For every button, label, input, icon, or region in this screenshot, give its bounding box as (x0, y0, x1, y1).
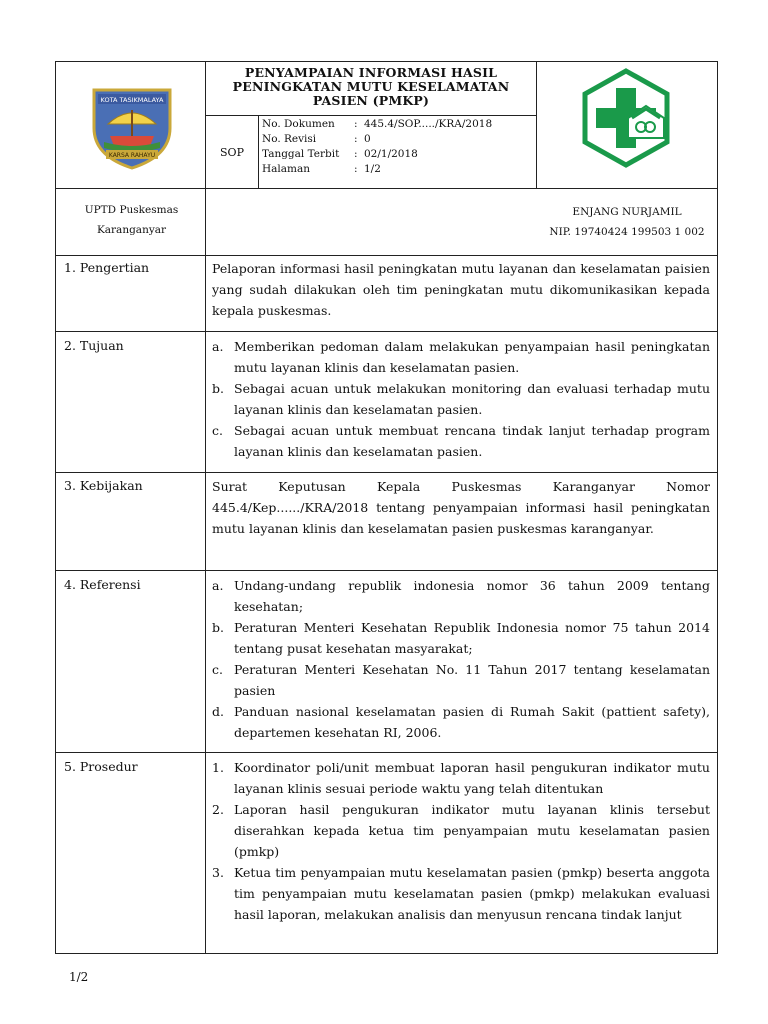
signer-nip: NIP. 19740424 199503 1 002 (549, 226, 705, 238)
list-item (212, 336, 710, 378)
list-item (212, 862, 710, 925)
meta-sep: : (354, 133, 358, 145)
meta-row-issue-date (262, 148, 418, 161)
section-text-kebijakan: Surat Keputusan Kepala Puskesmas Karanganyar Nomor 445.4/Kep....../KRA/2018 tentang penyampaian informasi hasil peningkatan mutu layanan klinis dan keselamatan pasien puskesmas karanganyar. (212, 479, 710, 536)
signer-block (538, 202, 716, 242)
meta-key: No. Revisi (262, 133, 317, 145)
column-divider (205, 61, 206, 954)
list-item-text: Undang-undang republik indonesia nomor 36 tahun 2009 tentang kesehatan; (234, 578, 710, 614)
section-label-kebijakan: 3. Kebijakan (64, 478, 143, 493)
list-item-text: Memberikan pedoman dalam melakukan penyampaian hasil peningkatan mutu layanan klinis dan keselamatan pasien. (234, 339, 710, 375)
list-marker: 2. (212, 802, 224, 817)
city-emblem-logo (90, 84, 174, 170)
section-label-tujuan: 2. Tujuan (64, 338, 124, 353)
list-marker: 1. (212, 760, 224, 775)
list-item-text: Ketua tim penyampaian mutu keselamatan pasien (pmkp) beserta anggota tim penyampaian mutu keselamatan pasien (pmkp) melakukan evaluasi hasil laporan, melakukan analisis dan menyusun rencana tindak lanjut (234, 865, 710, 922)
sop-divider (258, 115, 259, 189)
meta-row-document-number (262, 118, 492, 131)
list-item-text: Peraturan Menteri Kesehatan No. 11 Tahun 2017 tentang keselamatan pasien (234, 662, 710, 698)
page-number: 1/2 (69, 970, 89, 984)
section-text-pengertian: Pelaporan informasi hasil peningkatan mutu layanan dan keselamatan paisien yang sudah dilakukan oleh tim peningkatan mutu dikomunikasikan kepada kepala puskesmas. (212, 261, 710, 318)
list-item (212, 617, 710, 659)
meta-sep: : (354, 148, 358, 160)
list-item-text: Panduan nasional keselamatan pasien di Rumah Sakit (pattient safety), departemen kesehatan RI, 2006. (234, 704, 710, 740)
document-title: PENYAMPAIAN INFORMASI HASIL PENINGKATAN MUTU KESELAMATAN PASIEN (PMKP) (232, 65, 510, 108)
list-item (212, 701, 710, 743)
signer-name: ENJANG NURJAMIL (572, 206, 682, 218)
list-marker: b. (212, 620, 224, 635)
list-item (212, 659, 710, 701)
list-marker: a. (212, 339, 224, 354)
list-marker: 3. (212, 865, 224, 880)
list-item (212, 757, 710, 799)
meta-row-page (262, 163, 381, 176)
list-marker: c. (212, 423, 223, 438)
list-marker: a. (212, 578, 224, 593)
list-item-text: Laporan hasil pengukuran indikator mutu layanan klinis tersebut diserahkan kepada ketua tim penyampaian mutu keselamatan pasien (pmkp) (234, 802, 710, 859)
section-label-prosedur: 5. Prosedur (64, 759, 138, 774)
sop-label: SOP (220, 146, 244, 159)
meta-value: 445.4/SOP...../KRA/2018 (364, 118, 493, 130)
title-divider (205, 115, 536, 116)
list-item (212, 575, 710, 617)
meta-value: 0 (364, 133, 371, 145)
puskesmas-logo (576, 68, 676, 168)
meta-value: 1/2 (364, 163, 381, 175)
section-label-pengertian: 1. Pengertian (64, 260, 150, 275)
section-label-referensi: 4. Referensi (64, 577, 141, 592)
meta-sep: : (354, 118, 358, 130)
list-prosedur (212, 757, 710, 925)
meta-value: 02/1/2018 (364, 148, 418, 160)
meta-key: Halaman (262, 163, 311, 175)
row-divider (55, 255, 718, 256)
row-divider (55, 331, 718, 332)
org-line-2: Karanganyar (96, 224, 167, 236)
row-divider (55, 472, 718, 473)
list-item-text: Peraturan Menteri Kesehatan Republik Indonesia nomor 75 tahun 2014 tentang pusat kesehatan masyarakat; (234, 620, 710, 656)
list-item (212, 420, 710, 462)
header-divider-right (536, 61, 537, 189)
meta-row-revision (262, 133, 371, 146)
list-item-text: Koordinator poli/unit membuat laporan hasil pengukuran indikator mutu layanan klinis sesuai periode waktu yang telah ditentukan (234, 760, 710, 796)
list-tujuan (212, 336, 710, 462)
list-item (212, 799, 710, 862)
emblem-text-top: KOTA TASIKMALAYA (100, 96, 164, 104)
organization-name (64, 200, 199, 240)
list-marker: d. (212, 704, 224, 719)
row-divider (55, 752, 718, 753)
list-marker: c. (212, 662, 223, 677)
row-divider (55, 188, 718, 189)
meta-key: No. Dokumen (262, 118, 335, 130)
org-line-1: UPTD Puskesmas (84, 204, 179, 216)
emblem-text-bottom: KARSA RAHAYU (108, 152, 156, 159)
list-item-text: Sebagai acuan untuk melakukan monitoring dan evaluasi terhadap mutu layanan klinis dan keselamatan pasien. (234, 381, 710, 417)
list-item-text: Sebagai acuan untuk membuat rencana tindak lanjut terhadap program layanan klinis dan keselamatan pasien. (234, 423, 710, 459)
meta-sep: : (354, 163, 358, 175)
list-marker: b. (212, 381, 224, 396)
list-item (212, 378, 710, 420)
meta-key: Tanggal Terbit (262, 148, 340, 160)
row-divider (55, 570, 718, 571)
list-referensi (212, 575, 710, 743)
